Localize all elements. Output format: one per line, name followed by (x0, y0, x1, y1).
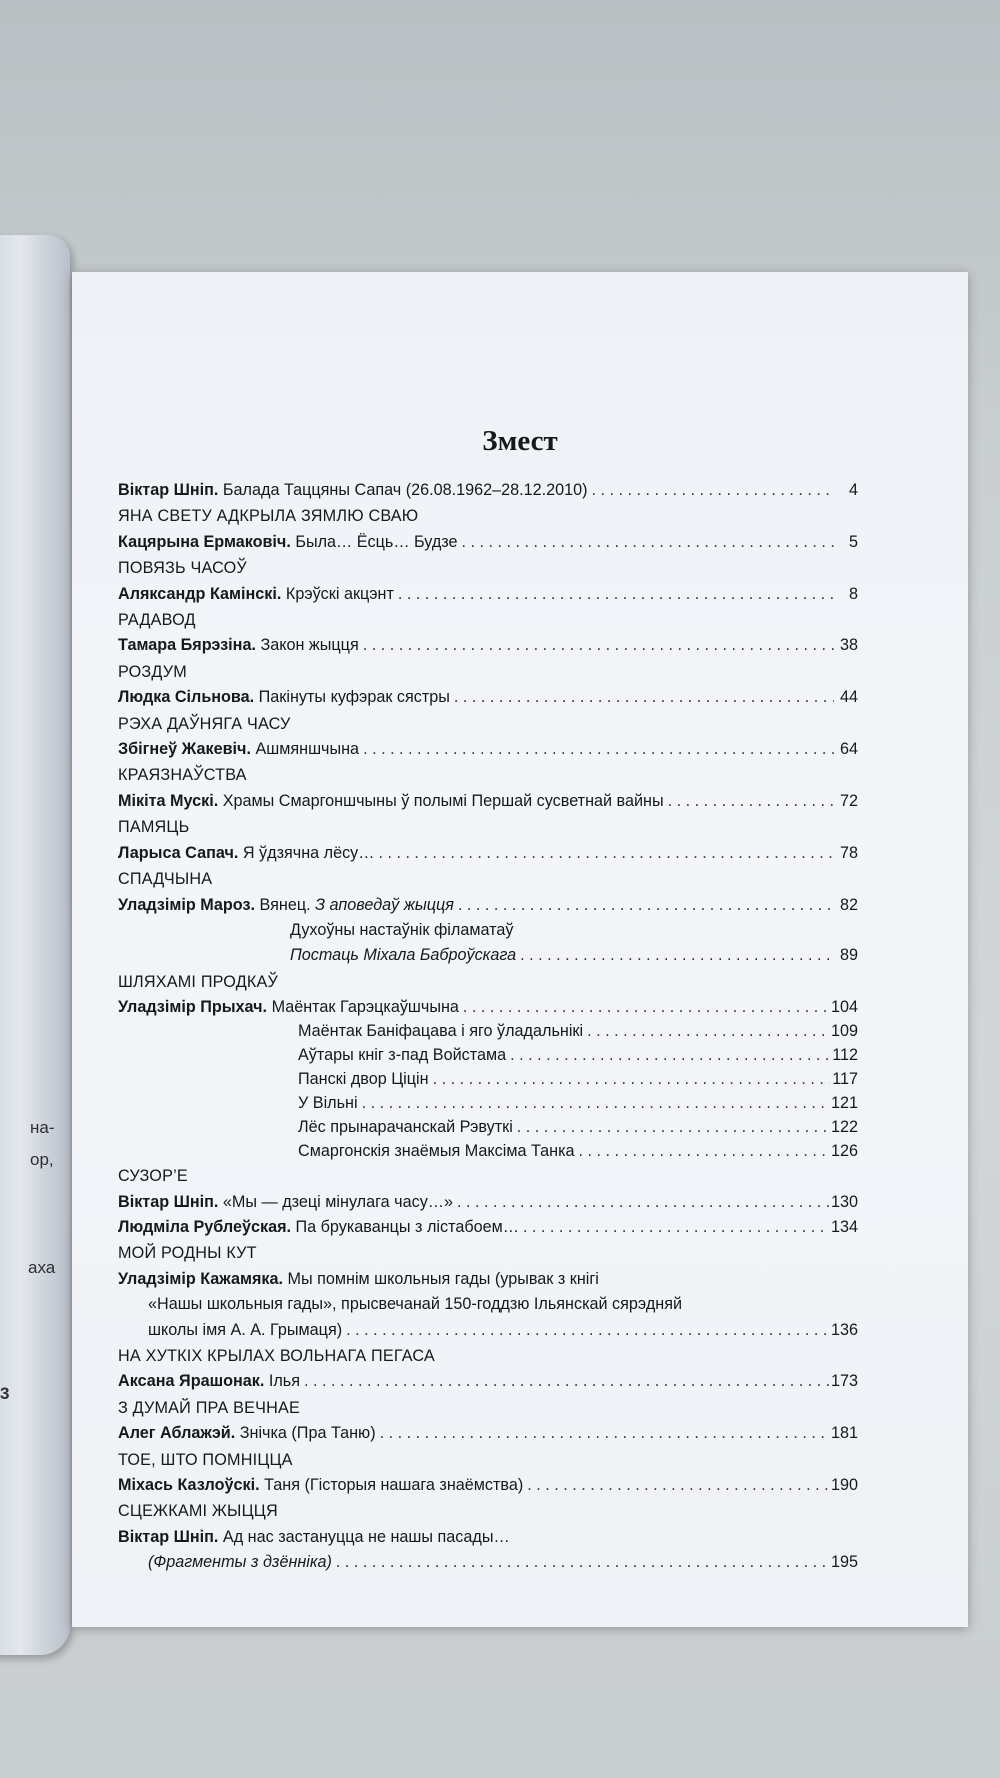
toc-leader (457, 1190, 829, 1215)
toc-author: Ларыса Сапач. (118, 843, 239, 862)
toc-section (118, 815, 858, 866)
left-page-fragment: 3 (0, 1384, 10, 1403)
toc-leader (592, 478, 834, 503)
toc-entry (118, 1190, 858, 1215)
toc-work-subtitle: Постаць Міхала Баброўскага (290, 946, 517, 965)
toc-section (118, 970, 858, 1163)
toc-leader (454, 685, 834, 710)
toc-entry (118, 633, 858, 658)
toc-page-number: 122 (830, 1118, 858, 1137)
toc-page-number: 4 (848, 481, 858, 499)
toc-entry (118, 1019, 858, 1043)
toc-work: Закон жыцця (255, 636, 359, 655)
section-heading: РОЗДУМ (118, 662, 187, 681)
toc-work: Пакінуты куфэрак сястры (254, 688, 450, 707)
left-page-edge (0, 235, 70, 1655)
toc-entry (118, 1067, 858, 1091)
section-heading: СЦЕЖКАМІ ЖЫЦЦЯ (118, 1502, 278, 1521)
toc-entry (118, 893, 858, 918)
toc-work: У Вільні (298, 1094, 358, 1113)
toc-page-number: 78 (839, 843, 858, 862)
toc-author: Уладзімір Мароз. (118, 895, 256, 914)
toc-entry (118, 530, 858, 555)
toc-work: Таня (Гісторыя нашага знаёмства) (259, 1476, 524, 1494)
toc-work: Я ўдзячна лёсу… (238, 843, 375, 862)
toc-leader (517, 1115, 829, 1139)
toc-page-number: 121 (830, 1094, 858, 1113)
toc-section (118, 1499, 858, 1575)
toc-entry (118, 789, 858, 814)
toc-work: Крэўскі акцэнт (281, 584, 394, 603)
toc-leader (363, 737, 834, 762)
toc-leader (433, 1067, 831, 1091)
toc-entry (118, 685, 858, 710)
book-page (72, 272, 968, 1627)
toc-work: Мы помнім школьныя гады (урывак з кнігі (283, 1269, 599, 1288)
toc-author: Аксана Ярашонак. (118, 1372, 265, 1391)
toc-section (118, 763, 858, 814)
section-heading: НА ХУТКІХ КРЫЛАХ ВОЛЬНАГА ПЕГАСА (118, 1346, 435, 1365)
toc-leader (378, 841, 834, 866)
toc-page-number: 112 (832, 1046, 858, 1065)
toc-entry (118, 737, 858, 762)
toc-author: Віктар Шніп. (118, 1192, 219, 1211)
toc-page-number: 181 (830, 1424, 858, 1443)
toc-work: Духоўны настаўнік філаматаў (290, 920, 514, 939)
toc-page-number: 8 (848, 584, 858, 603)
toc-work: Ілья (264, 1372, 300, 1391)
toc-author: Міхась Казлоўскі. (118, 1476, 260, 1494)
toc-work: Была… Ёсць… Будзе (290, 532, 458, 551)
toc-page-number: 136 (830, 1320, 858, 1339)
section-heading: ЯНА СВЕТУ АДКРЫЛА ЗЯМЛЮ СВАЮ (118, 507, 419, 526)
section-heading: ТОЕ, ШТО ПОМНІЦЦА (118, 1450, 293, 1469)
toc-entry (118, 1139, 858, 1163)
section-heading: РЭХА ДАЎНЯГА ЧАСУ (118, 714, 291, 733)
section-heading: СУЗОР’Е (118, 1167, 188, 1186)
toc-page-number: 117 (832, 1070, 858, 1089)
toc-section (118, 867, 858, 969)
toc-work: Балада Таццяны Сапач (26.08.1962–28.12.2010) (218, 481, 588, 499)
toc-work: Ад нас застануцца не нашы пасады… (218, 1527, 510, 1546)
toc-author: Людка Сільнова. (118, 688, 255, 707)
toc-work: школы імя А. А. Грымаця) (148, 1320, 343, 1339)
toc-page-number: 134 (830, 1217, 858, 1236)
toc-leader (336, 1550, 829, 1575)
toc-work: Па брукаванцы з лістабоем… (291, 1217, 519, 1236)
toc-work: Смаргонскія знаёмыя Максіма Танка (298, 1142, 575, 1161)
toc-entry (118, 478, 858, 503)
toc-page-number: 38 (839, 636, 858, 655)
toc-section (118, 660, 858, 711)
toc-page-number: 89 (839, 946, 858, 965)
toc-page-number: 44 (839, 688, 858, 707)
toc-author: Збігнеў Жакевіч. (118, 740, 251, 759)
toc-section (118, 556, 858, 607)
toc-entry (118, 1267, 858, 1292)
toc-work: Маёнтак Гарэцкаўшчына (271, 998, 459, 1017)
toc-page-number: 195 (830, 1553, 858, 1572)
toc-entry (118, 1550, 858, 1575)
section-heading: КРАЯЗНАЎСТВА (118, 766, 247, 785)
toc-page-number: 82 (839, 895, 858, 914)
toc-entry (118, 1473, 858, 1498)
toc-author: Алег Аблажэй. (118, 1424, 236, 1443)
toc-leader (520, 943, 834, 968)
toc-page-number: 130 (830, 1192, 858, 1211)
toc-work: «Мы — дзеці мінулага часу…» (218, 1192, 453, 1211)
toc-author: Віктар Шніп. (118, 481, 219, 499)
toc-leader (587, 1019, 829, 1043)
toc-entry (118, 1115, 858, 1139)
page-title: Змест (482, 425, 558, 457)
toc-section (118, 1448, 858, 1499)
toc-section (118, 1396, 858, 1447)
toc-work: Аўтары кніг з-пад Войстама (298, 1046, 507, 1065)
toc-entry (118, 1318, 858, 1343)
toc-section (118, 1241, 858, 1343)
toc-work: Маёнтак Баніфацава і яго ўладальнікі (298, 1022, 584, 1041)
section-heading: ПАМЯЦЬ (118, 818, 190, 837)
toc-entry (118, 1421, 858, 1446)
toc-entry (118, 841, 858, 866)
toc-leader (463, 995, 829, 1019)
toc-author: Людміла Рублеўская. (118, 1217, 292, 1236)
toc-entry (118, 1043, 858, 1067)
toc-author: Тамара Бярэзіна. (118, 636, 256, 655)
toc-work: Храмы Смаргоншчыны ў полымі Першай сусветнай вайны (218, 791, 664, 810)
toc-leader (363, 633, 834, 658)
toc-author: Кацярына Ермаковіч. (118, 532, 291, 551)
toc-leader (304, 1369, 829, 1394)
section-heading: РАДАВОД (118, 611, 196, 630)
toc-section (118, 1164, 858, 1240)
toc-author: Віктар Шніп. (118, 1527, 219, 1546)
toc-page-number: 190 (830, 1476, 858, 1494)
toc-section (118, 504, 858, 555)
toc-leader (668, 789, 834, 814)
toc-work: Лёс прынарачанскай Рэвуткі (298, 1118, 513, 1137)
toc-leader (362, 1091, 829, 1115)
toc-author: Уладзімір Прыхач. (118, 998, 268, 1017)
toc-page-number: 5 (848, 532, 858, 551)
section-heading: З ДУМАЙ ПРА ВЕЧНАЕ (118, 1398, 301, 1417)
section-heading: ШЛЯХАМІ ПРОДКАЎ (118, 972, 279, 991)
toc-page-number: 72 (839, 791, 858, 810)
toc-entry (118, 1369, 858, 1394)
toc-leader (523, 1215, 829, 1240)
toc-page-number: 64 (839, 740, 858, 759)
toc-entry (118, 995, 858, 1019)
toc-page-number: 104 (830, 998, 858, 1017)
toc-section (118, 1344, 858, 1395)
toc-entry (118, 943, 858, 968)
toc-work-subtitle: З аповедаў жыцця (315, 895, 454, 914)
toc-page-number: 126 (830, 1142, 858, 1161)
toc-entry (118, 1091, 858, 1115)
toc-leader (346, 1318, 829, 1343)
toc-leader (398, 582, 834, 607)
toc-author: Уладзімір Кажамяка. (118, 1269, 283, 1288)
toc-leader (527, 1473, 829, 1498)
toc-leader (380, 1421, 829, 1446)
toc-entry (118, 1525, 858, 1550)
section-heading: ПОВЯЗЬ ЧАСОЎ (118, 559, 247, 578)
toc-leader (462, 530, 834, 555)
toc-section (118, 608, 858, 659)
toc-work: Вянец. (255, 895, 316, 914)
toc-section (118, 712, 858, 763)
toc-work: Панскі двор Ціцін (298, 1070, 429, 1089)
section-heading: МОЙ РОДНЫ КУТ (118, 1244, 257, 1263)
left-page-fragment: на- (30, 1118, 55, 1137)
toc-author: Аляксандр Камінскі. (118, 584, 282, 603)
toc-author: Мікіта Мускі. (118, 791, 219, 810)
toc-leader (458, 893, 834, 918)
toc-leader (510, 1043, 830, 1067)
toc-leader (579, 1139, 829, 1163)
left-page-fragment: ор, (30, 1150, 54, 1169)
toc-work: Ашмяншчына (250, 740, 360, 759)
table-of-contents (118, 478, 858, 1576)
toc-work-subtitle: (Фрагменты з дзённіка) (148, 1553, 332, 1572)
section-heading: СПАДЧЫНА (118, 870, 213, 889)
left-page-fragment: аха (28, 1258, 56, 1277)
toc-work: «Нашы школьныя гады», прысвечанай 150-годдзю Ільянскай сярэдняй (148, 1295, 683, 1314)
toc-page-number: 109 (830, 1022, 858, 1041)
toc-entry (118, 582, 858, 607)
toc-entry (118, 1215, 858, 1240)
toc-work: Знічка (Пра Таню) (235, 1424, 376, 1443)
toc-page-number: 173 (830, 1372, 858, 1391)
